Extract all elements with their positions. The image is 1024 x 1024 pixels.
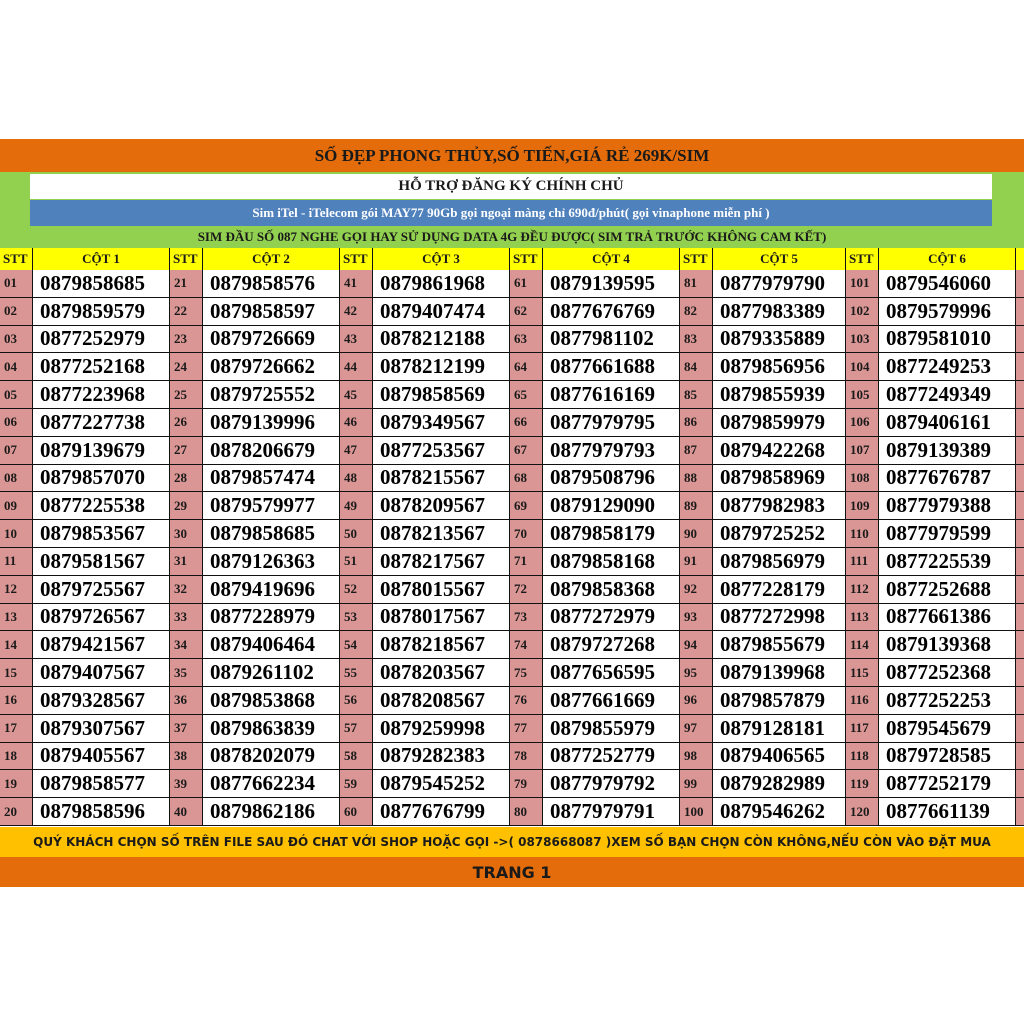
row-index: 97 <box>680 715 712 743</box>
row-index: 82 <box>680 298 712 326</box>
row-index: 47 <box>340 437 372 465</box>
column-header: CỘT 4 <box>543 248 679 270</box>
row-index: 107 <box>846 437 878 465</box>
row-spacer <box>1016 604 1024 632</box>
row-spacer <box>1016 798 1024 826</box>
row-index: 55 <box>340 659 372 687</box>
sim-number[interactable]: 0877228179 <box>713 576 845 604</box>
row-index: 95 <box>680 659 712 687</box>
row-index: 105 <box>846 381 878 409</box>
sim-number[interactable]: 0877225538 <box>33 492 169 520</box>
sim-number[interactable]: 0879859579 <box>33 298 169 326</box>
row-index: 88 <box>680 465 712 493</box>
sim-number[interactable]: 0879126363 <box>203 548 339 576</box>
row-index: 64 <box>510 353 542 381</box>
sim-number[interactable]: 0879335889 <box>713 326 845 354</box>
sim-number[interactable]: 0878202079 <box>203 743 339 771</box>
sim-number[interactable]: 0879857474 <box>203 465 339 493</box>
row-index: 80 <box>510 798 542 826</box>
sim-number[interactable]: 0877979795 <box>543 409 679 437</box>
sim-number[interactable]: 0877661669 <box>543 687 679 715</box>
row-index: 111 <box>846 548 878 576</box>
sim-number[interactable]: 0877656595 <box>543 659 679 687</box>
row-index: 24 <box>170 353 202 381</box>
row-index: 73 <box>510 604 542 632</box>
sim-number[interactable]: 0877249349 <box>879 381 1015 409</box>
row-index: 87 <box>680 437 712 465</box>
row-index: 22 <box>170 298 202 326</box>
row-index: 66 <box>510 409 542 437</box>
sim-number[interactable]: 0877252168 <box>33 353 169 381</box>
row-index: 32 <box>170 576 202 604</box>
row-index: 39 <box>170 770 202 798</box>
sim-number[interactable]: 0877253567 <box>373 437 509 465</box>
sim-number[interactable]: 0877252979 <box>33 326 169 354</box>
row-index: 115 <box>846 659 878 687</box>
row-index: 27 <box>170 437 202 465</box>
row-index: 98 <box>680 743 712 771</box>
row-index: 113 <box>846 604 878 632</box>
sim-number[interactable]: 0879726567 <box>33 604 169 632</box>
page-title: SỐ ĐẸP PHONG THỦY,SỐ TIẾN,GIÁ RẺ 269K/SIM <box>0 139 1024 172</box>
stt-header: STT <box>510 248 542 270</box>
row-index: 54 <box>340 631 372 659</box>
sim-number[interactable]: 0877661139 <box>879 798 1015 826</box>
row-spacer <box>1016 326 1024 354</box>
row-index: 112 <box>846 576 878 604</box>
row-index: 25 <box>170 381 202 409</box>
stt-header: STT <box>680 248 712 270</box>
row-index: 15 <box>0 659 32 687</box>
row-index: 81 <box>680 270 712 298</box>
row-spacer <box>1016 437 1024 465</box>
row-index: 114 <box>846 631 878 659</box>
sim-number[interactable]: 0878215567 <box>373 465 509 493</box>
row-spacer <box>1016 381 1024 409</box>
row-spacer <box>1016 520 1024 548</box>
row-index: 78 <box>510 743 542 771</box>
sim-number[interactable]: 0879581567 <box>33 548 169 576</box>
sim-number[interactable]: 0879405567 <box>33 743 169 771</box>
sim-number[interactable]: 0879406565 <box>713 743 845 771</box>
row-index: 13 <box>0 604 32 632</box>
row-index: 71 <box>510 548 542 576</box>
sim-number[interactable]: 0879863839 <box>203 715 339 743</box>
row-index: 38 <box>170 743 202 771</box>
row-index: 40 <box>170 798 202 826</box>
sim-number[interactable]: 0879282383 <box>373 743 509 771</box>
column-header: CỘT 6 <box>879 248 1015 270</box>
sim-number[interactable]: 0879858597 <box>203 298 339 326</box>
row-index: 116 <box>846 687 878 715</box>
sim-number[interactable]: 0879282989 <box>713 770 845 798</box>
row-index: 36 <box>170 687 202 715</box>
row-index: 14 <box>0 631 32 659</box>
stt-header: STT <box>846 248 878 270</box>
sim-number[interactable]: 0879728585 <box>879 743 1015 771</box>
column-header: CỘT 1 <box>33 248 169 270</box>
row-index: 70 <box>510 520 542 548</box>
sim-number[interactable]: 0879862186 <box>203 798 339 826</box>
sim-number[interactable]: 0879858179 <box>543 520 679 548</box>
sim-number[interactable]: 0879139389 <box>879 437 1015 465</box>
sim-number[interactable]: 0877225539 <box>879 548 1015 576</box>
sim-number[interactable]: 0877979791 <box>543 798 679 826</box>
row-spacer <box>1016 687 1024 715</box>
row-index: 09 <box>0 492 32 520</box>
column-header: CỘT 3 <box>373 248 509 270</box>
row-index: 91 <box>680 548 712 576</box>
row-index: 94 <box>680 631 712 659</box>
sim-number[interactable]: 0879139996 <box>203 409 339 437</box>
sim-number[interactable]: 0879545252 <box>373 770 509 798</box>
sim-number[interactable]: 0877223968 <box>33 381 169 409</box>
row-index: 07 <box>0 437 32 465</box>
row-index: 18 <box>0 743 32 771</box>
row-index: 99 <box>680 770 712 798</box>
column-header: CỘT 5 <box>713 248 845 270</box>
sim-number[interactable]: 0879853567 <box>33 520 169 548</box>
sim-number-table <box>0 248 1024 826</box>
row-index: 28 <box>170 465 202 493</box>
row-index: 102 <box>846 298 878 326</box>
sim-number[interactable]: 0879726669 <box>203 326 339 354</box>
sim-number[interactable]: 0879349567 <box>373 409 509 437</box>
sim-number[interactable]: 0877983389 <box>713 298 845 326</box>
sim-number[interactable]: 0879129090 <box>543 492 679 520</box>
sim-number[interactable]: 0877676769 <box>543 298 679 326</box>
row-index: 90 <box>680 520 712 548</box>
sim-number[interactable]: 0877252779 <box>543 743 679 771</box>
row-index: 17 <box>0 715 32 743</box>
sim-number[interactable]: 0879508796 <box>543 465 679 493</box>
row-index: 61 <box>510 270 542 298</box>
sim-number[interactable]: 0878218567 <box>373 631 509 659</box>
row-index: 83 <box>680 326 712 354</box>
stt-header: STT <box>170 248 202 270</box>
sim-number[interactable]: 0878208567 <box>373 687 509 715</box>
row-spacer <box>1016 548 1024 576</box>
row-index: 29 <box>170 492 202 520</box>
page-label: TRANG 1 <box>0 857 1024 887</box>
header-spacer <box>1016 248 1024 270</box>
footer-note: QUÝ KHÁCH CHỌN SỐ TRÊN FILE SAU ĐÓ CHAT VỚI SHOP HOẶC GỌI ->( 0878668087 )XEM SỐ BẠN CHỌN CÒN KHÔNG,NẾU CÒN VÀO ĐẶT MUA <box>0 827 1024 857</box>
row-index: 34 <box>170 631 202 659</box>
sim-number[interactable]: 0878217567 <box>373 548 509 576</box>
sim-number[interactable]: 0879328567 <box>33 687 169 715</box>
sim-number[interactable]: 0877979388 <box>879 492 1015 520</box>
sim-number[interactable]: 0879726662 <box>203 353 339 381</box>
row-index: 119 <box>846 770 878 798</box>
sim-number[interactable]: 0879858685 <box>203 520 339 548</box>
row-index: 65 <box>510 381 542 409</box>
row-index: 67 <box>510 437 542 465</box>
sim-number[interactable]: 0877252179 <box>879 770 1015 798</box>
row-index: 20 <box>0 798 32 826</box>
sim-number[interactable]: 0879858569 <box>373 381 509 409</box>
sim-number[interactable]: 0878203567 <box>373 659 509 687</box>
row-index: 05 <box>0 381 32 409</box>
sim-number[interactable]: 0878017567 <box>373 604 509 632</box>
sim-number[interactable]: 0879725567 <box>33 576 169 604</box>
sim-number[interactable]: 0879858168 <box>543 548 679 576</box>
row-spacer <box>1016 492 1024 520</box>
row-index: 108 <box>846 465 878 493</box>
row-index: 79 <box>510 770 542 798</box>
sim-number[interactable]: 0877676787 <box>879 465 1015 493</box>
row-index: 21 <box>170 270 202 298</box>
promo-line: Sim iTel - iTelecom gói MAY77 90Gb gọi ngoại màng chỉ 690đ/phút( gọi vinaphone miễn phí ) <box>30 200 992 226</box>
row-spacer <box>1016 770 1024 798</box>
row-index: 101 <box>846 270 878 298</box>
sim-number[interactable]: 0879858577 <box>33 770 169 798</box>
row-spacer <box>1016 576 1024 604</box>
row-spacer <box>1016 298 1024 326</box>
sim-number[interactable]: 0877979599 <box>879 520 1015 548</box>
sim-number[interactable]: 0877227738 <box>33 409 169 437</box>
row-index: 23 <box>170 326 202 354</box>
sim-number[interactable]: 0879857879 <box>713 687 845 715</box>
sim-number[interactable]: 0879407474 <box>373 298 509 326</box>
sim-number[interactable]: 0879422268 <box>713 437 845 465</box>
row-index: 104 <box>846 353 878 381</box>
info-line: SIM ĐẦU SỐ 087 NGHE GỌI HAY SỬ DỤNG DATA 4G ĐỀU ĐƯỢC( SIM TRẢ TRƯỚC KHÔNG CAM KẾT) <box>197 228 827 244</box>
sim-number[interactable]: 0879725252 <box>713 520 845 548</box>
sim-number[interactable]: 0879406161 <box>879 409 1015 437</box>
row-index: 85 <box>680 381 712 409</box>
row-index: 53 <box>340 604 372 632</box>
row-index: 11 <box>0 548 32 576</box>
sim-number[interactable]: 0879259998 <box>373 715 509 743</box>
row-index: 117 <box>846 715 878 743</box>
sim-number[interactable]: 0879725552 <box>203 381 339 409</box>
sim-number[interactable]: 0879855979 <box>543 715 679 743</box>
row-index: 100 <box>680 798 712 826</box>
row-index: 16 <box>0 687 32 715</box>
sim-number[interactable]: 0879545679 <box>879 715 1015 743</box>
sim-number[interactable]: 0879856979 <box>713 548 845 576</box>
stt-header: STT <box>0 248 32 270</box>
row-index: 120 <box>846 798 878 826</box>
sim-number[interactable]: 0879855939 <box>713 381 845 409</box>
row-spacer <box>1016 270 1024 298</box>
sim-number[interactable]: 0877616169 <box>543 381 679 409</box>
stt-header: STT <box>340 248 372 270</box>
row-spacer <box>1016 353 1024 381</box>
sim-number[interactable]: 0879727268 <box>543 631 679 659</box>
row-index: 46 <box>340 409 372 437</box>
row-index: 01 <box>0 270 32 298</box>
sim-number[interactable]: 0877981102 <box>543 326 679 354</box>
sim-number[interactable]: 0877979792 <box>543 770 679 798</box>
sim-number[interactable]: 0879861968 <box>373 270 509 298</box>
row-index: 109 <box>846 492 878 520</box>
row-index: 31 <box>170 548 202 576</box>
sim-number[interactable]: 0879858576 <box>203 270 339 298</box>
sim-number[interactable]: 0877979793 <box>543 437 679 465</box>
row-spacer <box>1016 409 1024 437</box>
row-spacer <box>1016 659 1024 687</box>
sim-number[interactable]: 0877252688 <box>879 576 1015 604</box>
row-index: 08 <box>0 465 32 493</box>
sim-number[interactable]: 0877252368 <box>879 659 1015 687</box>
row-index: 89 <box>680 492 712 520</box>
sim-number[interactable]: 0877272979 <box>543 604 679 632</box>
sim-number[interactable]: 0879859979 <box>713 409 845 437</box>
sim-number[interactable]: 0877272998 <box>713 604 845 632</box>
row-index: 02 <box>0 298 32 326</box>
sim-number[interactable]: 0879853868 <box>203 687 339 715</box>
row-index: 56 <box>340 687 372 715</box>
sim-number[interactable]: 0878212188 <box>373 326 509 354</box>
row-index: 92 <box>680 576 712 604</box>
sim-number[interactable]: 0879421567 <box>33 631 169 659</box>
sim-number[interactable]: 0879546060 <box>879 270 1015 298</box>
sim-number[interactable]: 0877252253 <box>879 687 1015 715</box>
sim-number[interactable]: 0879581010 <box>879 326 1015 354</box>
row-index: 49 <box>340 492 372 520</box>
row-index: 77 <box>510 715 542 743</box>
sim-number[interactable]: 0879855679 <box>713 631 845 659</box>
column-header: CỘT 2 <box>203 248 339 270</box>
sim-number[interactable]: 0877982983 <box>713 492 845 520</box>
row-index: 50 <box>340 520 372 548</box>
row-index: 04 <box>0 353 32 381</box>
sim-number[interactable]: 0879579996 <box>879 298 1015 326</box>
sim-number[interactable]: 0878015567 <box>373 576 509 604</box>
row-index: 12 <box>0 576 32 604</box>
row-index: 69 <box>510 492 542 520</box>
row-spacer <box>1016 465 1024 493</box>
row-spacer <box>1016 631 1024 659</box>
sim-number[interactable]: 0879139968 <box>713 659 845 687</box>
sim-number[interactable]: 0879407567 <box>33 659 169 687</box>
row-index: 57 <box>340 715 372 743</box>
sim-number[interactable]: 0878206679 <box>203 437 339 465</box>
row-index: 86 <box>680 409 712 437</box>
row-index: 44 <box>340 353 372 381</box>
sim-number[interactable]: 0877661688 <box>543 353 679 381</box>
row-index: 72 <box>510 576 542 604</box>
sim-number[interactable]: 0879139368 <box>879 631 1015 659</box>
sim-number[interactable]: 0877661386 <box>879 604 1015 632</box>
row-index: 06 <box>0 409 32 437</box>
sim-number[interactable]: 0879261102 <box>203 659 339 687</box>
row-index: 51 <box>340 548 372 576</box>
row-index: 62 <box>510 298 542 326</box>
row-index: 26 <box>170 409 202 437</box>
row-index: 75 <box>510 659 542 687</box>
sim-number[interactable]: 0878209567 <box>373 492 509 520</box>
row-index: 74 <box>510 631 542 659</box>
sim-number[interactable]: 0879128181 <box>713 715 845 743</box>
row-index: 30 <box>170 520 202 548</box>
sim-number[interactable]: 0878212199 <box>373 353 509 381</box>
sim-number[interactable]: 0877662234 <box>203 770 339 798</box>
row-index: 48 <box>340 465 372 493</box>
row-index: 76 <box>510 687 542 715</box>
sim-number[interactable]: 0877676799 <box>373 798 509 826</box>
row-index: 19 <box>0 770 32 798</box>
sim-number[interactable]: 0877979790 <box>713 270 845 298</box>
sim-number[interactable]: 0879858368 <box>543 576 679 604</box>
sim-number[interactable]: 0879419696 <box>203 576 339 604</box>
row-index: 58 <box>340 743 372 771</box>
row-index: 33 <box>170 604 202 632</box>
row-index: 110 <box>846 520 878 548</box>
sim-number[interactable]: 0879858685 <box>33 270 169 298</box>
sim-price-sheet <box>0 139 1024 887</box>
sim-number[interactable]: 0879858596 <box>33 798 169 826</box>
sim-number[interactable]: 0879856956 <box>713 353 845 381</box>
support-line: HỖ TRỢ ĐĂNG KÝ CHÍNH CHỦ <box>30 174 992 199</box>
row-index: 37 <box>170 715 202 743</box>
row-index: 96 <box>680 687 712 715</box>
row-index: 35 <box>170 659 202 687</box>
row-index: 60 <box>340 798 372 826</box>
sim-number[interactable]: 0877228979 <box>203 604 339 632</box>
sim-number[interactable]: 0879857070 <box>33 465 169 493</box>
row-index: 52 <box>340 576 372 604</box>
sim-number[interactable]: 0877249253 <box>879 353 1015 381</box>
row-index: 10 <box>0 520 32 548</box>
sim-number[interactable]: 0879139595 <box>543 270 679 298</box>
row-index: 106 <box>846 409 878 437</box>
row-index: 43 <box>340 326 372 354</box>
row-index: 41 <box>340 270 372 298</box>
row-index: 68 <box>510 465 542 493</box>
row-index: 84 <box>680 353 712 381</box>
row-index: 93 <box>680 604 712 632</box>
row-index: 103 <box>846 326 878 354</box>
row-index: 63 <box>510 326 542 354</box>
sim-number[interactable]: 0878213567 <box>373 520 509 548</box>
row-index: 03 <box>0 326 32 354</box>
sim-number[interactable]: 0879858969 <box>713 465 845 493</box>
row-index: 59 <box>340 770 372 798</box>
sim-number[interactable]: 0879139679 <box>33 437 169 465</box>
row-index: 118 <box>846 743 878 771</box>
sim-number[interactable]: 0879579977 <box>203 492 339 520</box>
row-spacer <box>1016 743 1024 771</box>
sim-number[interactable]: 0879546262 <box>713 798 845 826</box>
row-index: 42 <box>340 298 372 326</box>
row-spacer <box>1016 715 1024 743</box>
row-index: 45 <box>340 381 372 409</box>
sim-number[interactable]: 0879406464 <box>203 631 339 659</box>
sim-number[interactable]: 0879307567 <box>33 715 169 743</box>
